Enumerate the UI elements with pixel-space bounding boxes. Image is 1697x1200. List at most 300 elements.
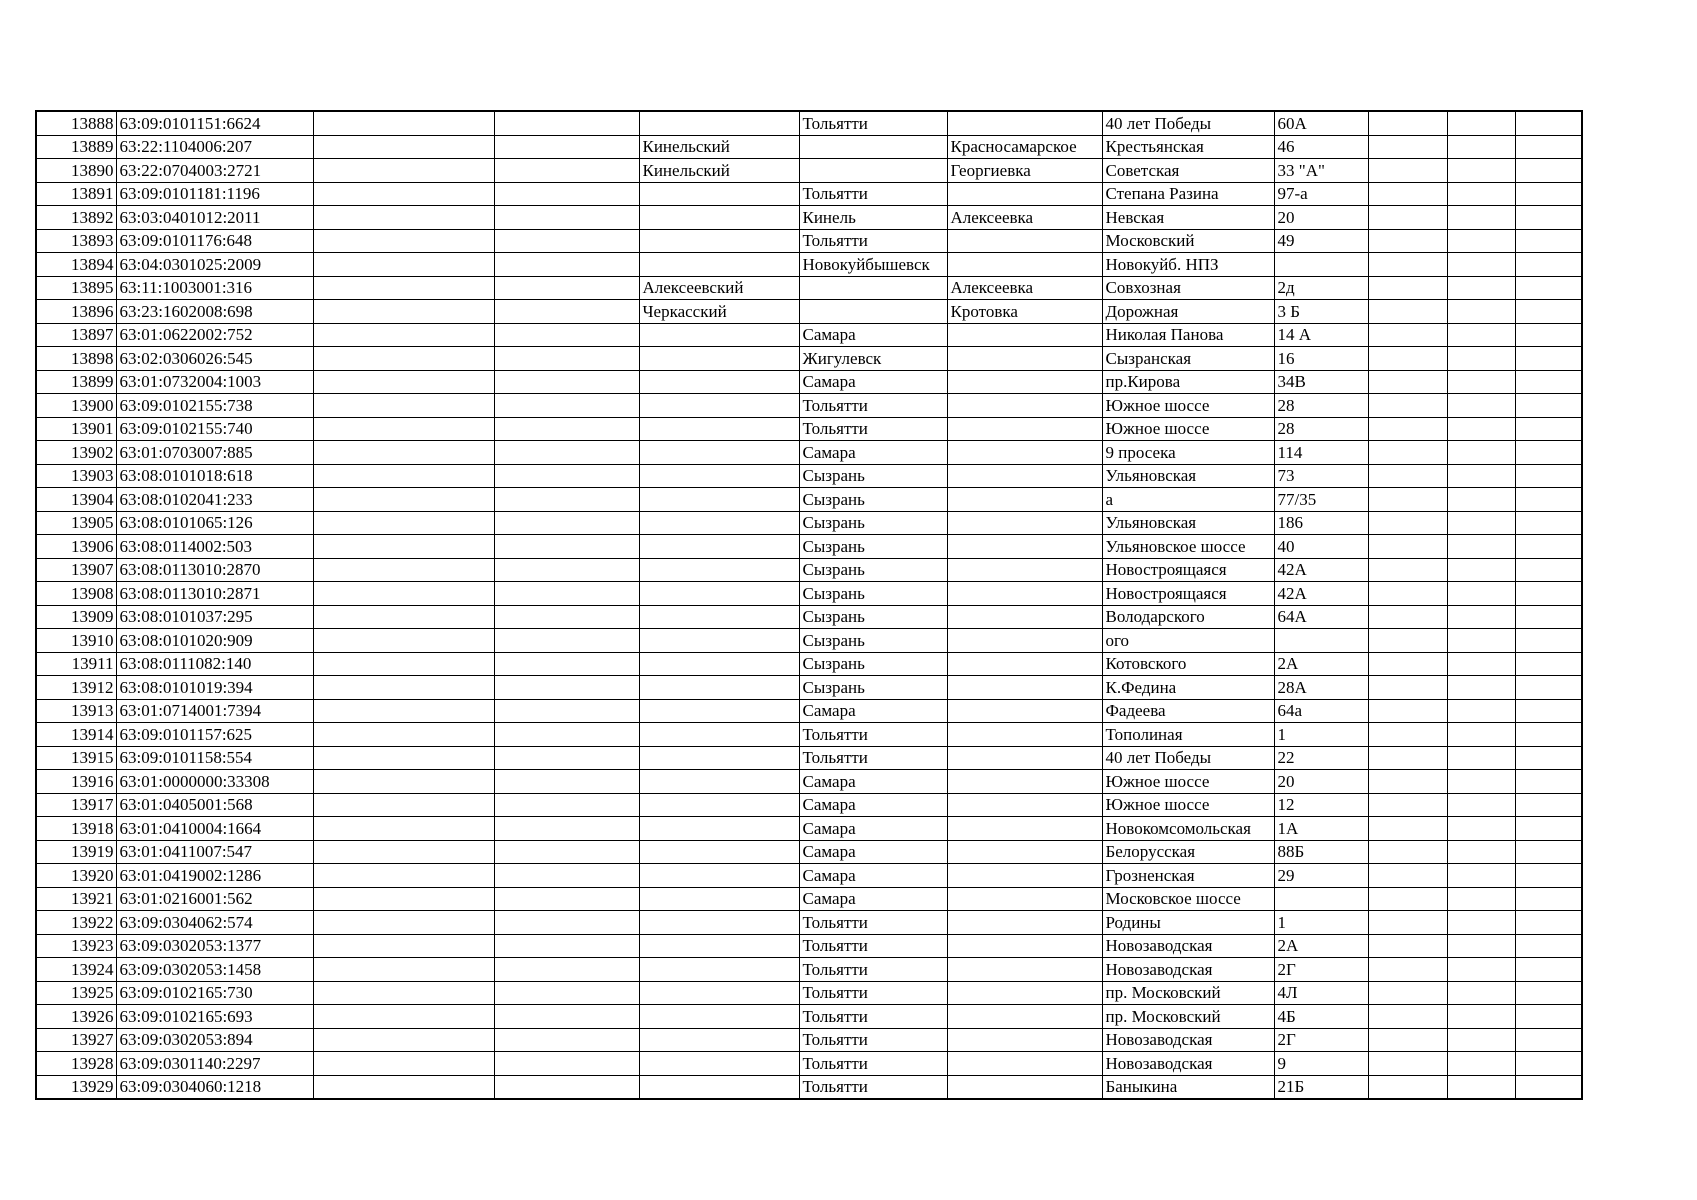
locality-cell <box>947 770 1102 794</box>
empty-cell-l <box>1515 206 1582 230</box>
city-cell: Сызрань <box>799 488 947 512</box>
empty-cell-d <box>494 887 639 911</box>
house-number-cell: 20 <box>1274 206 1368 230</box>
empty-cell-c <box>313 511 494 535</box>
record-number-cell: 13900 <box>36 394 116 418</box>
empty-cell-l <box>1515 770 1582 794</box>
empty-cell-d <box>494 276 639 300</box>
empty-cell-k <box>1447 793 1515 817</box>
empty-cell-l <box>1515 676 1582 700</box>
district-cell <box>639 1005 799 1029</box>
cadastral-number-cell: 63:09:0101157:625 <box>116 723 313 747</box>
empty-cell-j <box>1368 699 1447 723</box>
empty-cell-l <box>1515 1052 1582 1076</box>
house-number-cell: 28 <box>1274 394 1368 418</box>
empty-cell-c <box>313 1052 494 1076</box>
record-number-cell: 13929 <box>36 1075 116 1099</box>
house-number-cell: 4Л <box>1274 981 1368 1005</box>
empty-cell-k <box>1447 817 1515 841</box>
city-cell: Сызрань <box>799 605 947 629</box>
table-row <box>36 911 1582 935</box>
empty-cell-j <box>1368 864 1447 888</box>
record-number-cell: 13892 <box>36 206 116 230</box>
district-cell <box>639 582 799 606</box>
empty-cell-k <box>1447 911 1515 935</box>
empty-cell-l <box>1515 723 1582 747</box>
empty-cell-k <box>1447 981 1515 1005</box>
locality-cell <box>947 535 1102 559</box>
locality-cell <box>947 887 1102 911</box>
house-number-cell: 73 <box>1274 464 1368 488</box>
table-row <box>36 864 1582 888</box>
empty-cell-d <box>494 511 639 535</box>
empty-cell-j <box>1368 323 1447 347</box>
table-row <box>36 652 1582 676</box>
empty-cell-l <box>1515 558 1582 582</box>
empty-cell-j <box>1368 981 1447 1005</box>
empty-cell-k <box>1447 323 1515 347</box>
locality-cell: Красносамарское <box>947 135 1102 159</box>
table-row <box>36 676 1582 700</box>
empty-cell-l <box>1515 253 1582 277</box>
cadastral-number-cell: 63:08:0101065:126 <box>116 511 313 535</box>
empty-cell-d <box>494 111 639 135</box>
table-row <box>36 394 1582 418</box>
empty-cell-j <box>1368 535 1447 559</box>
empty-cell-k <box>1447 605 1515 629</box>
table-row <box>36 229 1582 253</box>
city-cell: Самара <box>799 817 947 841</box>
empty-cell-l <box>1515 958 1582 982</box>
record-number-cell: 13910 <box>36 629 116 653</box>
empty-cell-d <box>494 323 639 347</box>
record-number-cell: 13896 <box>36 300 116 324</box>
table-row <box>36 111 1582 135</box>
locality-cell <box>947 934 1102 958</box>
district-cell <box>639 253 799 277</box>
street-cell: Фадеева <box>1102 699 1274 723</box>
empty-cell-d <box>494 652 639 676</box>
record-number-cell: 13890 <box>36 159 116 183</box>
district-cell <box>639 840 799 864</box>
record-number-cell: 13923 <box>36 934 116 958</box>
table-row <box>36 958 1582 982</box>
district-cell <box>639 793 799 817</box>
city-cell: Тольятти <box>799 1052 947 1076</box>
city-cell <box>799 300 947 324</box>
empty-cell-d <box>494 793 639 817</box>
cadastral-number-cell: 63:02:0306026:545 <box>116 347 313 371</box>
locality-cell: Алексеевка <box>947 276 1102 300</box>
empty-cell-d <box>494 1005 639 1029</box>
table-row <box>36 629 1582 653</box>
empty-cell-c <box>313 1005 494 1029</box>
empty-cell-k <box>1447 1075 1515 1099</box>
district-cell <box>639 817 799 841</box>
cadastral-number-cell: 63:09:0101176:648 <box>116 229 313 253</box>
cadastral-number-cell: 63:08:0111082:140 <box>116 652 313 676</box>
locality-cell <box>947 417 1102 441</box>
city-cell: Сызрань <box>799 535 947 559</box>
city-cell: Новокуйбышевск <box>799 253 947 277</box>
empty-cell-d <box>494 864 639 888</box>
locality-cell <box>947 511 1102 535</box>
city-cell: Самара <box>799 793 947 817</box>
house-number-cell: 64а <box>1274 699 1368 723</box>
locality-cell <box>947 958 1102 982</box>
empty-cell-c <box>313 981 494 1005</box>
record-number-cell: 13906 <box>36 535 116 559</box>
empty-cell-k <box>1447 629 1515 653</box>
locality-cell <box>947 558 1102 582</box>
empty-cell-c <box>313 911 494 935</box>
house-number-cell: 12 <box>1274 793 1368 817</box>
street-cell: Котовского <box>1102 652 1274 676</box>
city-cell: Сызрань <box>799 629 947 653</box>
cadastral-number-cell: 63:22:0704003:2721 <box>116 159 313 183</box>
house-number-cell: 34В <box>1274 370 1368 394</box>
empty-cell-j <box>1368 1052 1447 1076</box>
street-cell: Родины <box>1102 911 1274 935</box>
district-cell: Черкасский <box>639 300 799 324</box>
empty-cell-d <box>494 1052 639 1076</box>
empty-cell-d <box>494 911 639 935</box>
empty-cell-l <box>1515 1075 1582 1099</box>
empty-cell-c <box>313 229 494 253</box>
empty-cell-l <box>1515 652 1582 676</box>
district-cell <box>639 206 799 230</box>
empty-cell-d <box>494 817 639 841</box>
house-number-cell: 186 <box>1274 511 1368 535</box>
table-row <box>36 605 1582 629</box>
empty-cell-j <box>1368 840 1447 864</box>
table-row <box>36 464 1582 488</box>
cadastral-number-cell: 63:09:0301140:2297 <box>116 1052 313 1076</box>
empty-cell-l <box>1515 300 1582 324</box>
cadastral-number-cell: 63:01:0703007:885 <box>116 441 313 465</box>
empty-cell-l <box>1515 229 1582 253</box>
record-number-cell: 13912 <box>36 676 116 700</box>
record-number-cell: 13922 <box>36 911 116 935</box>
empty-cell-j <box>1368 770 1447 794</box>
district-cell <box>639 535 799 559</box>
locality-cell <box>947 182 1102 206</box>
locality-cell <box>947 605 1102 629</box>
house-number-cell: 1 <box>1274 723 1368 747</box>
empty-cell-k <box>1447 770 1515 794</box>
district-cell <box>639 441 799 465</box>
city-cell <box>799 135 947 159</box>
street-cell: Новостроящаяся <box>1102 582 1274 606</box>
empty-cell-l <box>1515 370 1582 394</box>
property-register-table <box>35 110 1583 1100</box>
record-number-cell: 13921 <box>36 887 116 911</box>
table-row <box>36 840 1582 864</box>
table-row <box>36 347 1582 371</box>
district-cell <box>639 111 799 135</box>
street-cell: Новозаводская <box>1102 958 1274 982</box>
empty-cell-l <box>1515 135 1582 159</box>
empty-cell-d <box>494 1075 639 1099</box>
empty-cell-d <box>494 1028 639 1052</box>
empty-cell-k <box>1447 864 1515 888</box>
district-cell <box>639 770 799 794</box>
empty-cell-k <box>1447 135 1515 159</box>
city-cell: Тольятти <box>799 1028 947 1052</box>
street-cell: Володарского <box>1102 605 1274 629</box>
street-cell: Ульяновское шоссе <box>1102 535 1274 559</box>
street-cell: Дорожная <box>1102 300 1274 324</box>
district-cell <box>639 934 799 958</box>
empty-cell-d <box>494 723 639 747</box>
locality-cell <box>947 676 1102 700</box>
street-cell: Сызранская <box>1102 347 1274 371</box>
empty-cell-k <box>1447 206 1515 230</box>
house-number-cell: 60А <box>1274 111 1368 135</box>
city-cell <box>799 159 947 183</box>
table-row <box>36 1028 1582 1052</box>
empty-cell-d <box>494 370 639 394</box>
empty-cell-c <box>313 159 494 183</box>
empty-cell-l <box>1515 746 1582 770</box>
empty-cell-d <box>494 981 639 1005</box>
empty-cell-l <box>1515 182 1582 206</box>
empty-cell-j <box>1368 159 1447 183</box>
empty-cell-l <box>1515 699 1582 723</box>
empty-cell-k <box>1447 111 1515 135</box>
record-number-cell: 13891 <box>36 182 116 206</box>
cadastral-number-cell: 63:09:0304062:574 <box>116 911 313 935</box>
house-number-cell: 97-а <box>1274 182 1368 206</box>
street-cell: Крестьянская <box>1102 135 1274 159</box>
empty-cell-k <box>1447 723 1515 747</box>
table-body <box>36 111 1582 1099</box>
empty-cell-j <box>1368 276 1447 300</box>
empty-cell-l <box>1515 111 1582 135</box>
record-number-cell: 13926 <box>36 1005 116 1029</box>
empty-cell-j <box>1368 488 1447 512</box>
empty-cell-j <box>1368 652 1447 676</box>
empty-cell-c <box>313 182 494 206</box>
empty-cell-d <box>494 300 639 324</box>
table-row <box>36 887 1582 911</box>
locality-cell <box>947 699 1102 723</box>
empty-cell-c <box>313 300 494 324</box>
empty-cell-l <box>1515 793 1582 817</box>
empty-cell-c <box>313 793 494 817</box>
empty-cell-d <box>494 417 639 441</box>
table-row <box>36 417 1582 441</box>
empty-cell-k <box>1447 347 1515 371</box>
district-cell <box>639 394 799 418</box>
locality-cell <box>947 1028 1102 1052</box>
table-row <box>36 934 1582 958</box>
record-number-cell: 13916 <box>36 770 116 794</box>
district-cell <box>639 511 799 535</box>
locality-cell <box>947 817 1102 841</box>
empty-cell-d <box>494 558 639 582</box>
empty-cell-k <box>1447 652 1515 676</box>
city-cell: Тольятти <box>799 911 947 935</box>
district-cell <box>639 981 799 1005</box>
empty-cell-c <box>313 135 494 159</box>
house-number-cell: 33 "А" <box>1274 159 1368 183</box>
house-number-cell <box>1274 253 1368 277</box>
district-cell: Кинельский <box>639 159 799 183</box>
locality-cell <box>947 629 1102 653</box>
empty-cell-k <box>1447 159 1515 183</box>
city-cell: Жигулевск <box>799 347 947 371</box>
house-number-cell: 22 <box>1274 746 1368 770</box>
record-number-cell: 13901 <box>36 417 116 441</box>
house-number-cell: 2А <box>1274 652 1368 676</box>
empty-cell-c <box>313 770 494 794</box>
house-number-cell: 9 <box>1274 1052 1368 1076</box>
city-cell: Тольятти <box>799 182 947 206</box>
empty-cell-k <box>1447 582 1515 606</box>
table-row <box>36 582 1582 606</box>
empty-cell-c <box>313 323 494 347</box>
locality-cell <box>947 981 1102 1005</box>
empty-cell-j <box>1368 441 1447 465</box>
table-row <box>36 441 1582 465</box>
empty-cell-l <box>1515 535 1582 559</box>
locality-cell <box>947 111 1102 135</box>
empty-cell-d <box>494 347 639 371</box>
cadastral-number-cell: 63:01:0000000:33308 <box>116 770 313 794</box>
empty-cell-k <box>1447 417 1515 441</box>
house-number-cell: 42А <box>1274 558 1368 582</box>
city-cell: Тольятти <box>799 746 947 770</box>
empty-cell-l <box>1515 417 1582 441</box>
district-cell <box>639 699 799 723</box>
empty-cell-c <box>313 276 494 300</box>
empty-cell-d <box>494 676 639 700</box>
record-number-cell: 13908 <box>36 582 116 606</box>
record-number-cell: 13905 <box>36 511 116 535</box>
district-cell <box>639 229 799 253</box>
house-number-cell <box>1274 629 1368 653</box>
empty-cell-k <box>1447 1028 1515 1052</box>
street-cell: Ульяновская <box>1102 464 1274 488</box>
street-cell: Совхозная <box>1102 276 1274 300</box>
district-cell <box>639 558 799 582</box>
record-number-cell: 13909 <box>36 605 116 629</box>
street-cell: Грозненская <box>1102 864 1274 888</box>
empty-cell-c <box>313 394 494 418</box>
house-number-cell <box>1274 887 1368 911</box>
record-number-cell: 13907 <box>36 558 116 582</box>
empty-cell-c <box>313 1028 494 1052</box>
cadastral-number-cell: 63:08:0113010:2871 <box>116 582 313 606</box>
cadastral-number-cell: 63:04:0301025:2009 <box>116 253 313 277</box>
empty-cell-k <box>1447 253 1515 277</box>
house-number-cell: 21Б <box>1274 1075 1368 1099</box>
locality-cell <box>947 323 1102 347</box>
cadastral-number-cell: 63:09:0101151:6624 <box>116 111 313 135</box>
empty-cell-c <box>313 464 494 488</box>
house-number-cell: 40 <box>1274 535 1368 559</box>
district-cell <box>639 464 799 488</box>
cadastral-number-cell: 63:08:0113010:2870 <box>116 558 313 582</box>
empty-cell-c <box>313 676 494 700</box>
empty-cell-c <box>313 746 494 770</box>
house-number-cell: 2Г <box>1274 958 1368 982</box>
empty-cell-c <box>313 864 494 888</box>
table-row <box>36 1075 1582 1099</box>
locality-cell <box>947 464 1102 488</box>
record-number-cell: 13927 <box>36 1028 116 1052</box>
cadastral-number-cell: 63:01:0714001:7394 <box>116 699 313 723</box>
street-cell: Степана Разина <box>1102 182 1274 206</box>
empty-cell-k <box>1447 746 1515 770</box>
district-cell <box>639 911 799 935</box>
empty-cell-j <box>1368 934 1447 958</box>
record-number-cell: 13897 <box>36 323 116 347</box>
district-cell <box>639 605 799 629</box>
locality-cell <box>947 1075 1102 1099</box>
empty-cell-c <box>313 817 494 841</box>
street-cell: Московский <box>1102 229 1274 253</box>
street-cell: ого <box>1102 629 1274 653</box>
empty-cell-j <box>1368 394 1447 418</box>
empty-cell-l <box>1515 323 1582 347</box>
city-cell: Кинель <box>799 206 947 230</box>
city-cell: Самара <box>799 323 947 347</box>
empty-cell-c <box>313 488 494 512</box>
empty-cell-k <box>1447 934 1515 958</box>
city-cell: Тольятти <box>799 394 947 418</box>
street-cell: Южное шоссе <box>1102 770 1274 794</box>
empty-cell-j <box>1368 887 1447 911</box>
cadastral-number-cell: 63:09:0102155:738 <box>116 394 313 418</box>
empty-cell-k <box>1447 394 1515 418</box>
locality-cell <box>947 652 1102 676</box>
locality-cell <box>947 911 1102 935</box>
city-cell: Сызрань <box>799 558 947 582</box>
empty-cell-j <box>1368 253 1447 277</box>
city-cell: Сызрань <box>799 511 947 535</box>
empty-cell-l <box>1515 582 1582 606</box>
locality-cell: Георгиевка <box>947 159 1102 183</box>
empty-cell-c <box>313 887 494 911</box>
empty-cell-l <box>1515 347 1582 371</box>
house-number-cell: 42А <box>1274 582 1368 606</box>
street-cell: Новозаводская <box>1102 934 1274 958</box>
table-row <box>36 1052 1582 1076</box>
locality-cell <box>947 864 1102 888</box>
street-cell: Новокомсомольская <box>1102 817 1274 841</box>
house-number-cell: 28А <box>1274 676 1368 700</box>
house-number-cell: 14 А <box>1274 323 1368 347</box>
empty-cell-j <box>1368 511 1447 535</box>
empty-cell-j <box>1368 629 1447 653</box>
city-cell: Тольятти <box>799 229 947 253</box>
city-cell: Тольятти <box>799 417 947 441</box>
cadastral-number-cell: 63:11:1003001:316 <box>116 276 313 300</box>
empty-cell-c <box>313 699 494 723</box>
cadastral-number-cell: 63:01:0622002:752 <box>116 323 313 347</box>
empty-cell-k <box>1447 1005 1515 1029</box>
table-row <box>36 793 1582 817</box>
empty-cell-l <box>1515 488 1582 512</box>
street-cell: Новостроящаяся <box>1102 558 1274 582</box>
district-cell <box>639 958 799 982</box>
empty-cell-k <box>1447 229 1515 253</box>
house-number-cell: 1 <box>1274 911 1368 935</box>
empty-cell-j <box>1368 723 1447 747</box>
cadastral-number-cell: 63:09:0102165:730 <box>116 981 313 1005</box>
